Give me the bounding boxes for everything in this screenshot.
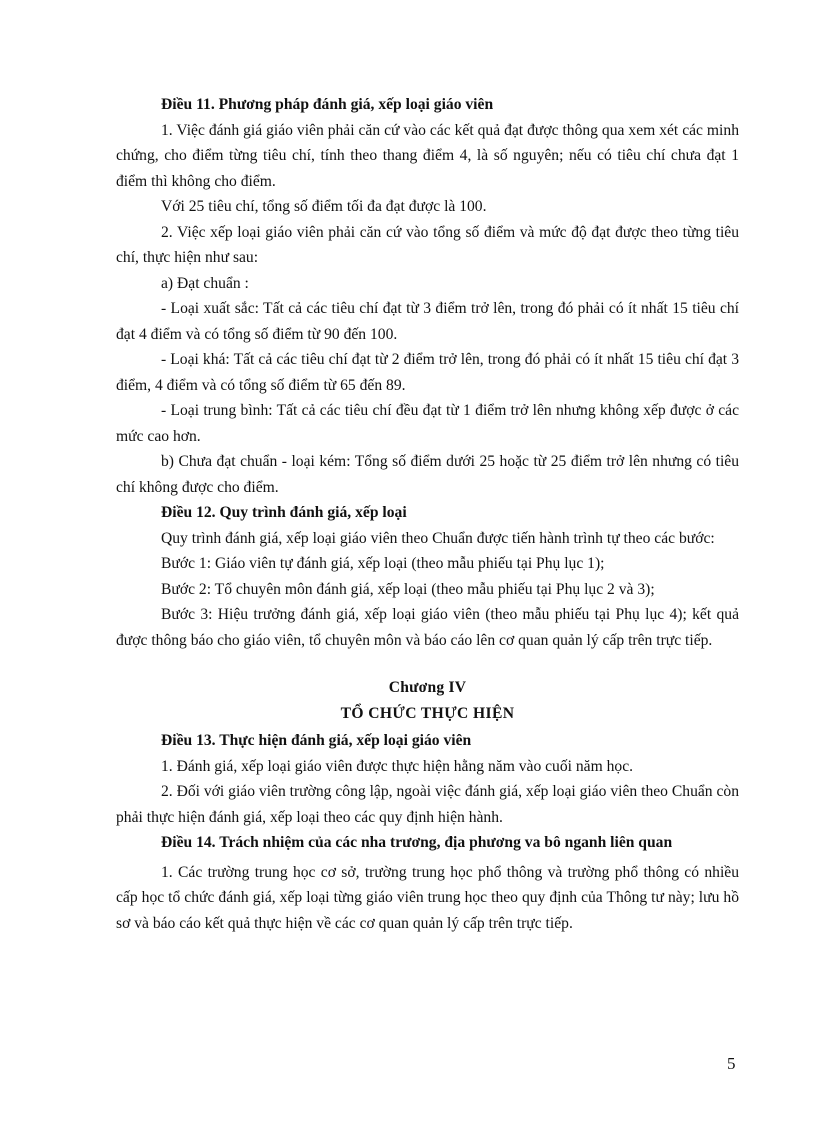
article-11-paragraph-8: b) Chưa đạt chuẩn - loại kém: Tổng số điểm dưới 25 hoặc từ 25 điểm trở lên nhưng có tiêu chí không được cho điểm. (116, 453, 739, 496)
article-12-paragraph-3: Bước 2: Tổ chuyên môn đánh giá, xếp loại (theo mẫu phiếu tại Phụ lục 2 và 3); (161, 580, 655, 598)
article-14-paragraph-1: 1. Các trường trung học cơ sở, trường trung học phổ thông và trường phổ thông có nhiều cấp học tổ chức đánh giá, xếp loại từng giáo viên trung học theo quy định của Thông tư này; lưu hồ sơ và báo cáo kết quả thực hiện về các cơ quan quản lý cấp trên trực tiếp. (116, 863, 739, 932)
article-12-paragraph-2: Bước 1: Giáo viên tự đánh giá, xếp loại (theo mẫu phiếu tại Phụ lục 1); (161, 555, 605, 572)
article-14-heading: Điều 14. Trách nhiệm của các nha trương, địa phương va bô nganh liên quan (161, 834, 673, 851)
article-11-paragraph-6: - Loại khá: Tất cả các tiêu chí đạt từ 2 điểm trở lên, trong đó phải có ít nhất 15 tiêu chí đạt 3 điểm, 4 điểm và có tổng số điểm từ 65 đến 89. (116, 351, 739, 394)
chapter-number: Chương IV (388, 679, 467, 696)
article-12-paragraph-1: Quy trình đánh giá, xếp loại giáo viên theo Chuẩn được tiến hành trình tự theo các bước: (161, 529, 715, 547)
chapter-title: TỔ CHỨC THỰC HIỆN (340, 704, 515, 722)
page-number: 5 (727, 1054, 736, 1073)
article-11-paragraph-4: a) Đạt chuẩn : (161, 274, 249, 292)
article-11-paragraph-1: 1. Việc đánh giá giáo viên phải căn cứ vào các kết quả đạt được thông qua xem xét các minh chứng, cho điểm từng tiêu chí, tính theo thang điểm 4, là số nguyên; nếu có tiêu chí chưa đạt 1 điểm thì không cho điểm. (116, 121, 739, 190)
article-11-paragraph-3: 2. Việc xếp loại giáo viên phải căn cứ vào tổng số điểm và mức độ đạt được theo từng tiêu chí, thực hiện như sau: (116, 223, 739, 266)
article-11-paragraph-5: - Loại xuất sắc: Tất cả các tiêu chí đạt từ 3 điểm trở lên, trong đó phải có ít nhất 15 tiêu chí đạt 4 điểm và có tổng số điểm từ 90 đến 100. (116, 300, 739, 343)
article-13-paragraph-1: 1. Đánh giá, xếp loại giáo viên được thực hiện hằng năm vào cuối năm học. (161, 757, 634, 775)
article-11-heading: Điều 11. Phương pháp đánh giá, xếp loại giáo viên (161, 96, 494, 113)
article-13-paragraph-2: 2. Đối với giáo viên trường công lập, ngoài việc đánh giá, xếp loại giáo viên theo Chuẩn còn phải thực hiện đánh giá, xếp loại theo các quy định hiện hành. (116, 783, 739, 826)
article-12-heading: Điều 12. Quy trình đánh giá, xếp loại (161, 504, 407, 521)
article-11-paragraph-7: - Loại trung bình: Tất cả các tiêu chí đều đạt từ 1 điểm trở lên nhưng không xếp được ở các mức cao hơn. (116, 402, 739, 445)
article-11-paragraph-2: Với 25 tiêu chí, tổng số điểm tối đa đạt được là 100. (161, 198, 487, 215)
article-13-heading: Điều 13. Thực hiện đánh giá, xếp loại giáo viên (161, 732, 472, 749)
article-12-paragraph-4: Bước 3: Hiệu trưởng đánh giá, xếp loại giáo viên (theo mẫu phiếu tại Phụ lục 4); kết quả được thông báo cho giáo viên, tổ chuyên môn và báo cáo lên cơ quan quản lý cấp trên trực tiếp. (116, 606, 739, 649)
document-page (116, 92, 739, 936)
